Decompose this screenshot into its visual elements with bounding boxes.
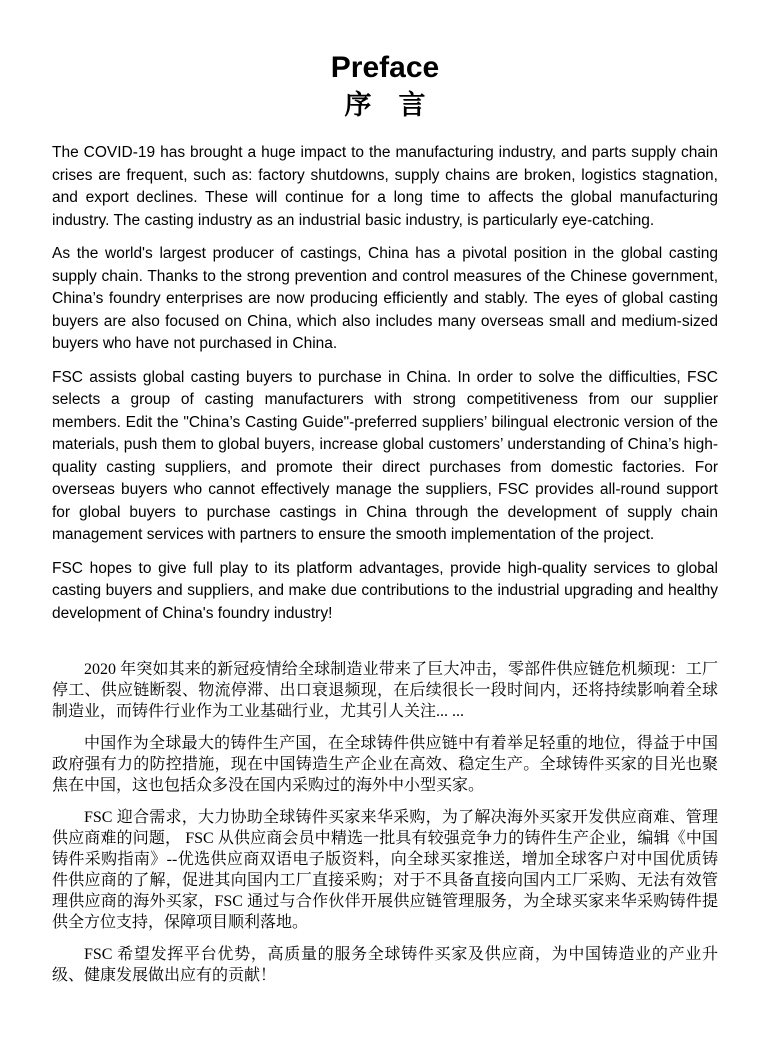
english-paragraph-china-position: As the world's largest producer of castings, China has a pivotal position in the global casting supply chain. Thanks to the strong prevention and control measures of the Chinese government, China’s foundry enterprises are now producing efficiently and stably. The eyes of global casting buyers are also focused on China, which also includes many overseas small and medium-sized buyers who have not purchased in China. — [52, 245, 718, 352]
english-paragraph-fsc-hopes: FSC hopes to give full play to its platform advantages, provide high-quality services to global casting buyers and suppliers, and make due contributions to the industrial upgrading and healthy development of China's foundry industry! — [52, 559, 718, 622]
chinese-paragraph-fsc-hopes: FSC 希望发挥平台优势，高质量的服务全球铸件买家及供应商，为中国铸造业的产业升级、健康发展做出应有的贡献！ — [52, 946, 718, 984]
chinese-preface-section — [52, 659, 718, 986]
english-paragraph-fsc-assists: FSC assists global casting buyers to purchase in China. In order to solve the difficulties, FSC selects a group of casting manufacturers with strong competitiveness from our supplier members. Edit the "China’s Casting Guide"-preferred suppliers’ bilingual electronic version of the materials, push them to global buyers, increase global customers’ understanding of China’s high-quality casting suppliers, and promote their direct purchases from domestic factories. For overseas buyers who cannot effectively manage the suppliers, FSC provides all-round support for global buyers to purchase castings in China through the development of supply chain management services with partners to ensure the smooth implementation of the project. — [52, 368, 718, 543]
chinese-paragraph-china-position: 中国作为全球最大的铸件生产国，在全球铸件供应链中有着举足轻重的地位，得益于中国政府强有力的防控措施，现在中国铸造生产企业在高效、稳定生产。全球铸件买家的目光也聚焦在中国，这也包括众多没在国内采购过的海外中小型买家。 — [52, 735, 718, 794]
page-title-chinese: 序 言 — [344, 90, 426, 120]
english-preface-section — [52, 142, 718, 625]
page-title-english: Preface — [330, 51, 440, 84]
chinese-paragraph-covid-impact: 2020 年突如其来的新冠疫情给全球制造业带来了巨大冲击，零部件供应链危机频现：工厂停工、供应链断裂、物流停滞、出口衰退频现，在后续很长一段时间内，还将持续影响着全球制造业，而铸件行业作为工业基础行业，尤其引人关注... ... — [52, 661, 718, 720]
english-paragraph-covid-impact: The COVID-19 has brought a huge impact to the manufacturing industry, and parts supply chain crises are frequent, such as: factory shutdowns, supply chains are broken, logistics stagnation, and export declines. These will continue for a long time to affects the global manufacturing industry. The casting industry as an industrial basic industry, is particularly eye-catching. — [52, 144, 718, 229]
chinese-paragraph-fsc-assists: FSC 迎合需求，大力协助全球铸件买家来华采购，为了解决海外买家开发供应商难、管理供应商难的问题， FSC 从供应商会员中精选一批具有较强竞争力的铸件生产企业，编辑《中国铸件采购指南》--优选供应商双语电子版资料，向全球买家推送，增加全球客户对中国优质铸件供应商的了解，促进其向国内工厂直接采购；对于不具备直接向国内工厂采购、无法有效管理供应商的海外买家，FSC 通过与合作伙伴开展供应链管理服务，为全球买家来华采购铸件提供全方位支持，保障项目顺利落地。 — [52, 809, 718, 931]
